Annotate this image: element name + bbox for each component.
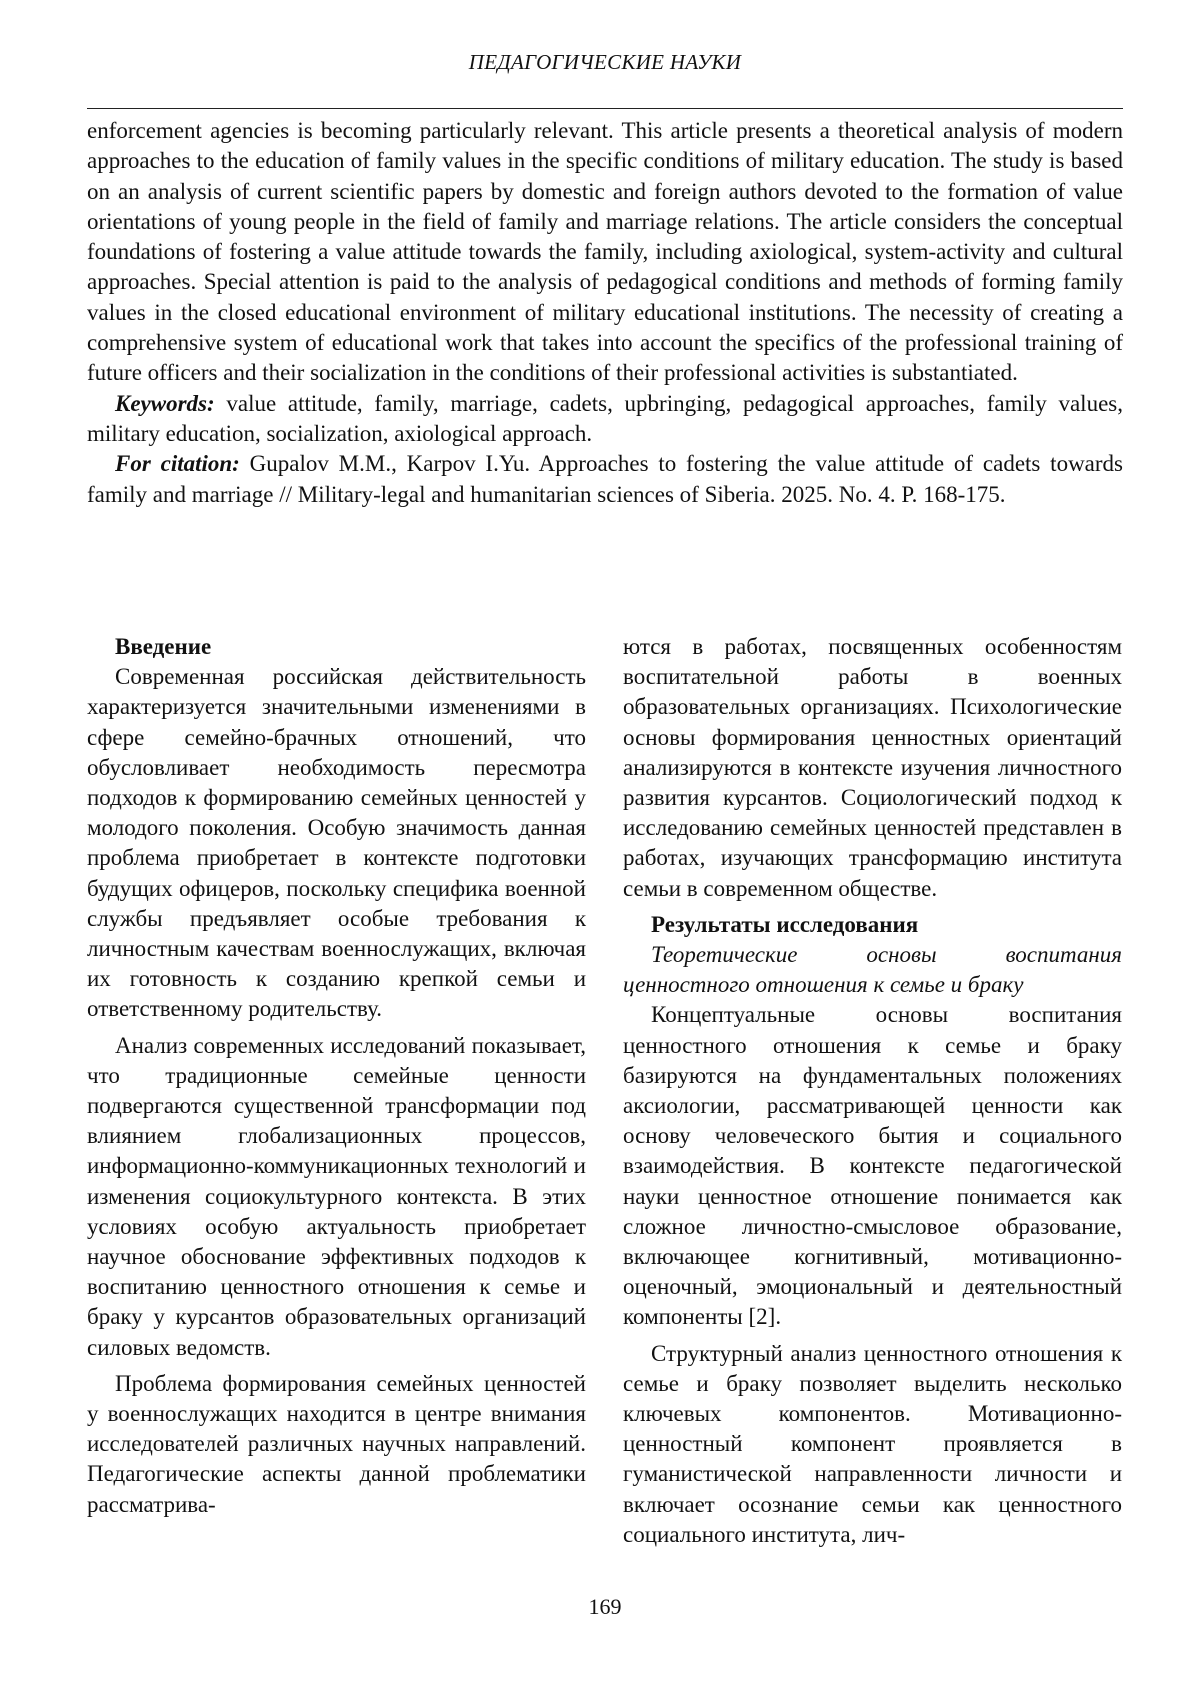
section-heading-results: Результаты исследования xyxy=(651,911,919,937)
citation-label: For citation: xyxy=(115,451,240,477)
keywords-label: Keywords: xyxy=(115,390,215,416)
body-paragraph: Концептуальные основы воспитания ценностного отношения к семье и браку базируются на фундаментальных положениях аксиологии, рассматривающей ценности как основу человеческого бытия и социального взаимодействия. В контексте педагогической науки ценностное отношение понимается как сложное личностно-смысловое образование, включающее когнитивный, мотивационно-оценочный, эмоциональный и деятельностный компоненты [2]. xyxy=(623,1002,1122,1330)
keywords-line xyxy=(87,389,1123,450)
subsection-heading: Теоретические основы воспитания ценностного отношения к семье и браку xyxy=(623,942,1122,998)
section-heading-introduction: Введение xyxy=(115,634,212,659)
page-number: 169 xyxy=(588,1594,622,1619)
abstract-text: enforcement agencies is becoming particularly relevant. This article presents a theoretical analysis of modern approaches to the education of family values in the specific conditions of military education. The study is based on an analysis of current scientific papers by domestic and foreign authors devoted to the formation of value orientations of young people in the field of family and marriage relations. The article considers the conceptual foundations of fostering a value attitude towards the family, including axiological, system-activity and cultural approaches. Special attention is paid to the analysis of pedagogical conditions and methods of forming family values in the closed educational environment of military educational institutions. The necessity of creating a comprehensive system of educational work that takes into account the specifics of the professional training of future officers and their socialization in the conditions of their professional activities is substantiated. xyxy=(87,118,1123,386)
body-paragraph-continuation: ются в работах, посвященных особенностям воспитательной работы в военных образовательных организациях. Психологические основы формирования ценностных ориентаций анализируются в контексте изучения личностного развития курсантов. Социологический подход к исследованию семейных ценностей представлен в работах, изучающих трансформацию института семьи в современном обществе. xyxy=(623,634,1122,901)
body-paragraph: Структурный анализ ценностного отношения к семье и браку позволяет выделить несколько ключевых компонентов. Мотивационно-ценностный компонент проявляется в гуманистической направленности личности и включает осознание семьи как ценностного социального института, лич- xyxy=(623,1340,1122,1547)
right-column xyxy=(623,632,1122,1550)
body-paragraph: Современная российская действительность характеризуется значительными изменениями в сфере семейно-брачных отношений, что обусловливает необходимость пересмотра подходов к формированию семейных ценностей у молодого поколения. Особую значимость данная проблема приобретает в контексте подготовки будущих офицеров, поскольку специфика военной службы предъявляет особые требования к личностным качествам военнослужащих, включая их готовность к созданию крепкой семьи и ответственному родительству. xyxy=(87,664,586,1022)
body-paragraph: Анализ современных исследований показывает, что традиционные семейные ценности подвергаются существенной трансформации под влиянием глобализационных процессов, информационно-коммуникационных технологий и изменения социокультурного контекста. В этих условиях особую актуальность приобретает научное обоснование эффективных подходов к воспитанию ценностного отношения к семье и браку у курсантов образовательных организаций силовых ведомств. xyxy=(87,1032,586,1360)
citation-line xyxy=(87,449,1123,510)
left-column xyxy=(87,632,586,1520)
running-title: ПЕДАГОГИЧЕСКИЕ НАУКИ xyxy=(468,50,742,74)
citation-text: Gupalov M.M., Karpov I.Yu. Approaches to fostering the value attitude of cadets towards family and marriage // Military-legal and humanitarian sciences of Siberia. 2025. No. 4. P. 168-175. xyxy=(87,451,1123,507)
abstract-block xyxy=(87,116,1123,510)
body-paragraph: Проблема формирования семейных ценностей у военнослужащих находится в центре внимания исследователей различных научных направлений. Педагогические аспекты данной проблематики рассматрива- xyxy=(87,1370,586,1517)
header-divider xyxy=(87,108,1123,109)
keywords-text: value attitude, family, marriage, cadets, upbringing, pedagogical approaches, family values, military education, socialization, axiological approach. xyxy=(87,390,1123,446)
